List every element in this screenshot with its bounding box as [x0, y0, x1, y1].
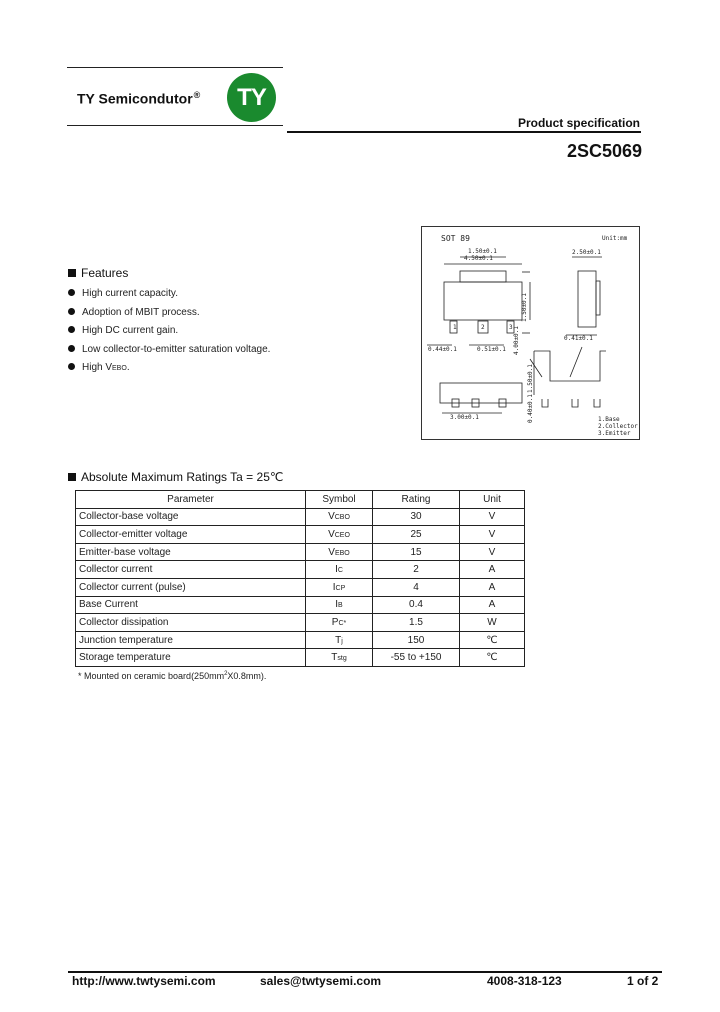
rating-cell: -55 to +150 [373, 649, 460, 667]
footer-phone: 4008-318-123 [487, 974, 562, 988]
footer-email-link[interactable]: sales@twtysemi.com [260, 974, 382, 988]
title-rule [287, 131, 641, 133]
pin-legend: 1.Base [598, 416, 620, 423]
company-name: TY Semicondutor® [77, 90, 201, 107]
rating-cell: 150 [373, 631, 460, 649]
table-row [76, 526, 525, 544]
bullet-icon [68, 289, 75, 296]
unit-cell: A [460, 596, 525, 614]
package-drawing [421, 226, 640, 440]
ratings-table [75, 490, 525, 667]
rating-cell: 0.4 [373, 596, 460, 614]
package-unit: Unit:mm [602, 235, 628, 242]
dim-label: 0.51±0.1 [477, 346, 506, 353]
pin-legend: 2.Collector [598, 423, 638, 430]
feature-item: High current capacity. [68, 287, 270, 306]
unit-cell: A [460, 578, 525, 596]
header-rule-top [67, 67, 283, 68]
symbol-cell: Tstg [306, 649, 373, 667]
pin-label: 2 [481, 324, 485, 331]
rating-cell: 25 [373, 526, 460, 544]
symbol-cell: IC [306, 561, 373, 579]
param-cell: Collector current [76, 561, 306, 579]
table-footnote: * Mounted on ceramic $board(250mm^2X0.8mm)$. [78, 671, 267, 681]
section-bullet-icon [68, 269, 76, 277]
footer-rule [68, 971, 662, 973]
column-header: Rating [373, 491, 460, 509]
unit-cell: V [460, 526, 525, 544]
param-cell: Junction temperature [76, 631, 306, 649]
dim-label: 0.41±0.1 [564, 335, 593, 342]
dim-label: 3.00±0.1 [450, 414, 479, 421]
unit-cell: V [460, 543, 525, 561]
rating-cell: 15 [373, 543, 460, 561]
dim-label: 0.40±0.1 [527, 394, 534, 423]
symbol-cell: PC* [306, 614, 373, 632]
symbol-cell: IB [306, 596, 373, 614]
dim-label: 4.00±0.1 [513, 326, 520, 355]
dim-label: 0.44±0.1 [428, 346, 457, 353]
package-body-side [578, 271, 596, 327]
table-row [76, 561, 525, 579]
dim-label: 4.50±0.1 [464, 255, 493, 262]
param-cell: Base Current [76, 596, 306, 614]
param-cell: Storage temperature [76, 649, 306, 667]
package-body-top [444, 282, 522, 320]
table-row [76, 649, 525, 667]
symbol-cell: VEBO [306, 543, 373, 561]
bullet-icon [68, 326, 75, 333]
symbol-cell: VCBO [306, 508, 373, 526]
dim-label: 1.50±0.1 [521, 293, 528, 322]
table-row [76, 614, 525, 632]
pin-legend: 3.Emitter [598, 430, 631, 437]
param-cell: Collector dissipation [76, 614, 306, 632]
symbol-cell: ICP [306, 578, 373, 596]
pin-label: 3 [509, 324, 513, 331]
param-cell: Collector current (pulse) [76, 578, 306, 596]
bullet-icon [68, 345, 75, 352]
symbol-cell: Tj [306, 631, 373, 649]
footer-website-link[interactable]: http://www.twtysemi.com [72, 974, 216, 988]
tab [460, 271, 506, 282]
header-rule-bottom [67, 125, 283, 126]
feature-item: High DC current gain. [68, 324, 270, 343]
feature-item: Low collector-to-emitter saturation voltage. [68, 343, 270, 362]
unit-cell: ℃ [460, 631, 525, 649]
ratings-heading: Absolute Maximum Ratings Ta = 25℃ [68, 470, 283, 484]
dim-label: 2.50±0.1 [572, 249, 601, 256]
bullet-icon [68, 363, 75, 370]
table-row [76, 578, 525, 596]
rating-cell: 2 [373, 561, 460, 579]
column-header: Symbol [306, 491, 373, 509]
rating-cell: 1.5 [373, 614, 460, 632]
section-bullet-icon [68, 473, 76, 481]
pin-label: 1 [453, 324, 457, 331]
rating-cell: 30 [373, 508, 460, 526]
unit-cell: V [460, 508, 525, 526]
part-number: 2SC5069 [566, 141, 642, 161]
package-name: SOT 89 [441, 234, 470, 243]
symbol-cell: VCEO [306, 526, 373, 544]
dim-label: 1.50±0.1 [527, 364, 534, 393]
product-spec-label: Product specification [517, 116, 640, 130]
table-row [76, 508, 525, 526]
table-header-row [76, 491, 525, 509]
rating-cell: 4 [373, 578, 460, 596]
unit-cell: ℃ [460, 649, 525, 667]
features-list [68, 287, 270, 380]
table-row [76, 596, 525, 614]
feature-item: Adoption of MBIT process. [68, 306, 270, 325]
feature-item: High VEBO. [68, 361, 270, 380]
param-cell: Emitter-base voltage [76, 543, 306, 561]
features-heading: Features [68, 266, 128, 280]
table-row [76, 543, 525, 561]
package-outline-diagram [422, 227, 641, 441]
unit-cell: W [460, 614, 525, 632]
param-cell: Collector-emitter voltage [76, 526, 306, 544]
bullet-icon [68, 308, 75, 315]
dim-label: 1.50±0.1 [468, 248, 497, 255]
page-number: 1 of 2 [627, 974, 659, 988]
column-header: Parameter [76, 491, 306, 509]
unit-cell: A [460, 561, 525, 579]
company-logo: TY [227, 73, 276, 122]
column-header: Unit [460, 491, 525, 509]
param-cell: Collector-base voltage [76, 508, 306, 526]
table-row [76, 631, 525, 649]
